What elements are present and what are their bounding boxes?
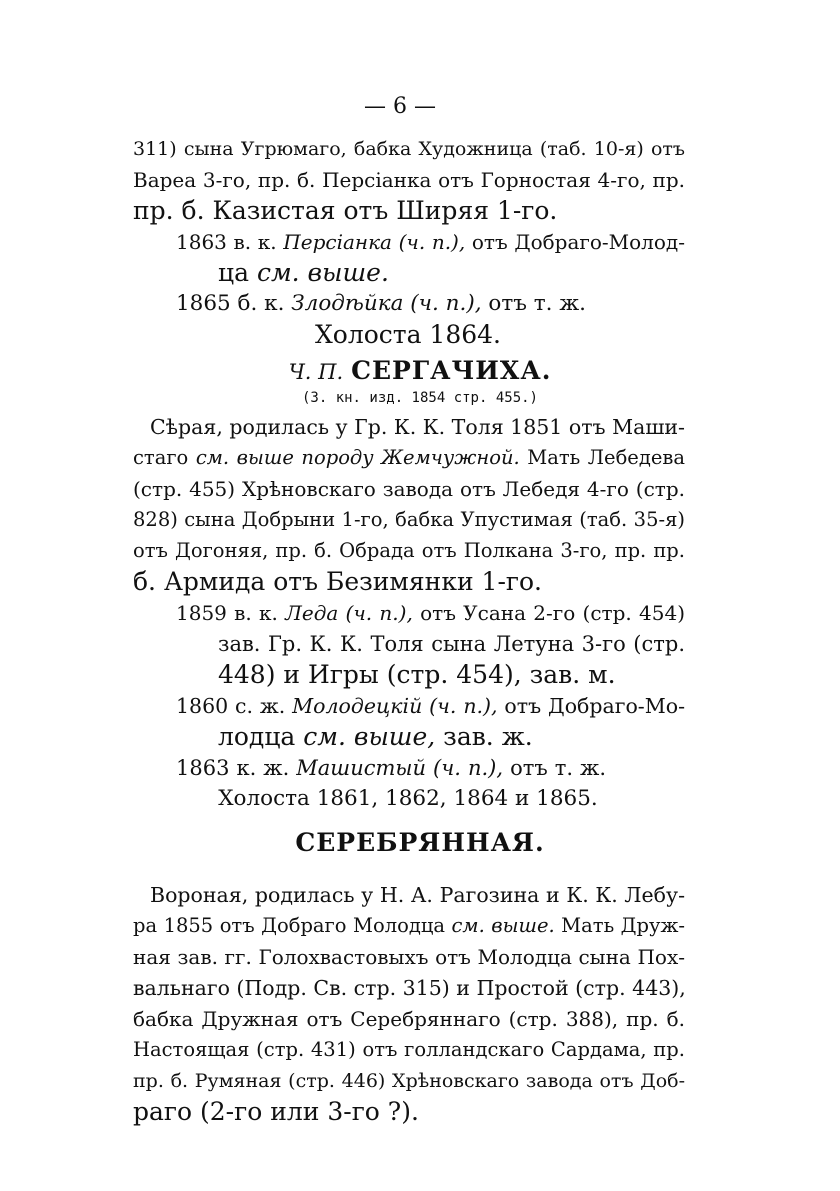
- offspring-name: Машистый (ч. п.),: [296, 756, 504, 780]
- entry-continuation: [218, 722, 685, 752]
- text-line: (стр. 455) Хрѣновскаго завода отъ Лебедя 4-го (стр.: [133, 477, 685, 501]
- text-line: 311) сына Угрюмаго, бабка Художница (таб. 10-я) отъ: [133, 138, 685, 160]
- text-line: [133, 443, 685, 473]
- text-after: Мать Друж-: [554, 914, 685, 937]
- offspring-entry: [176, 227, 685, 257]
- source-reference: (3. кн. изд. 1854 стр. 455.): [301, 390, 538, 406]
- entry-prefix: 1865 б. к.: [176, 291, 292, 316]
- offspring-entry: [176, 598, 685, 628]
- offspring-name: Леда (ч. п.),: [285, 601, 413, 625]
- text-line: Вороная, родилась у Н. А. Рагозина и К. К. Лебу-: [150, 883, 685, 907]
- entry-continuation: 448) и Игры (стр. 454), зав. м.: [218, 660, 616, 689]
- text-line: пр. б. Румяная (стр. 446) Хрѣновскаго завода отъ Доб-: [133, 1070, 685, 1092]
- text-italic: см. выше.: [451, 914, 555, 937]
- offspring-name: Злодѣйка (ч. п.),: [291, 291, 482, 316]
- text-plain: стаго: [133, 446, 196, 469]
- text-plain: ра 1855 отъ Добраго Молодца: [133, 914, 452, 937]
- text-line: вальнаго (Подр. Св. стр. 315) и Простой (стр. 443),: [133, 976, 686, 1000]
- entry-suffix: отъ Добраго-Молод-: [465, 230, 686, 254]
- text-line: Вареа 3-го, пр. б. Персіанка отъ Горностая 4-го, пр.: [133, 168, 685, 192]
- text-line: раго (2-го или 3-го ?).: [133, 1097, 419, 1126]
- text-line: Сѣрая, родилась у Гр. К. К. Толя 1851 отъ Маши-: [150, 415, 685, 439]
- text-line: б. Армида отъ Безимянки 1-го.: [133, 567, 542, 596]
- offspring-name: Молодецкій (ч. п.),: [292, 694, 498, 718]
- text-line: [133, 911, 685, 941]
- heading-title: СЕРГАЧИХА.: [351, 356, 552, 385]
- closing-note: Холоста 1864.: [314, 320, 502, 349]
- page-number: — 6 —: [364, 94, 436, 119]
- text-after: Мать Лебедева: [519, 446, 685, 469]
- offspring-entry: [176, 289, 585, 319]
- text-line: бабка Дружная отъ Серебряннаго (стр. 388), пр. б.: [133, 1007, 685, 1031]
- entry-cont-plain: лодца: [218, 722, 304, 751]
- offspring-name: Персіанка (ч. п.),: [283, 230, 466, 254]
- text-line: 828) сына Добрыни 1-го, бабка Упустимая (таб. 35-я): [133, 508, 685, 531]
- offspring-entry: [176, 691, 685, 721]
- entry-suffix: отъ Добраго-Мо-: [497, 694, 685, 718]
- entry-suffix: отъ Усана 2-го (стр. 454): [412, 601, 686, 625]
- text-line: Настоящая (стр. 431) отъ голландскаго Сардама, пр.: [133, 1038, 685, 1061]
- closing-note: Холоста 1861, 1862, 1864 и 1865.: [218, 786, 598, 811]
- offspring-entry: [176, 753, 606, 783]
- entry-prefix: 1860 с. ж.: [176, 694, 293, 718]
- text-italic: см. выше породу Жемчужной.: [195, 446, 520, 469]
- entry-continuation: [218, 258, 685, 288]
- entry-prefix: 1863 к. ж.: [176, 756, 297, 780]
- entry-suffix: отъ т. ж.: [503, 756, 607, 780]
- entry-cont-italic: см. выше.: [256, 258, 389, 287]
- heading-abbr: Ч. П.: [288, 360, 344, 384]
- entry-cont-after: зав. ж.: [435, 722, 533, 751]
- entry-prefix: 1859 в. к.: [176, 601, 286, 625]
- entry-suffix: отъ т. ж.: [481, 291, 586, 316]
- section-heading: [0, 828, 840, 858]
- heading-title: СЕРЕБРЯННАЯ.: [295, 828, 545, 857]
- entry-cont-italic: см. выше,: [303, 722, 436, 751]
- text-line: отъ Догоняя, пр. б. Обрада отъ Полкана 3-го, пр. пр.: [133, 539, 685, 562]
- section-heading: [0, 356, 840, 387]
- entry-cont-plain: ца: [218, 258, 257, 287]
- text-line: пр. б. Казистая отъ Ширяя 1-го.: [133, 196, 558, 225]
- text-line: ная зав. гг. Голохвастовыхъ отъ Молодца сына Пох-: [133, 945, 685, 969]
- entry-continuation: зав. Гр. К. К. Толя сына Летуна 3-го (стр.: [218, 632, 685, 656]
- entry-prefix: 1863 в. к.: [176, 230, 284, 254]
